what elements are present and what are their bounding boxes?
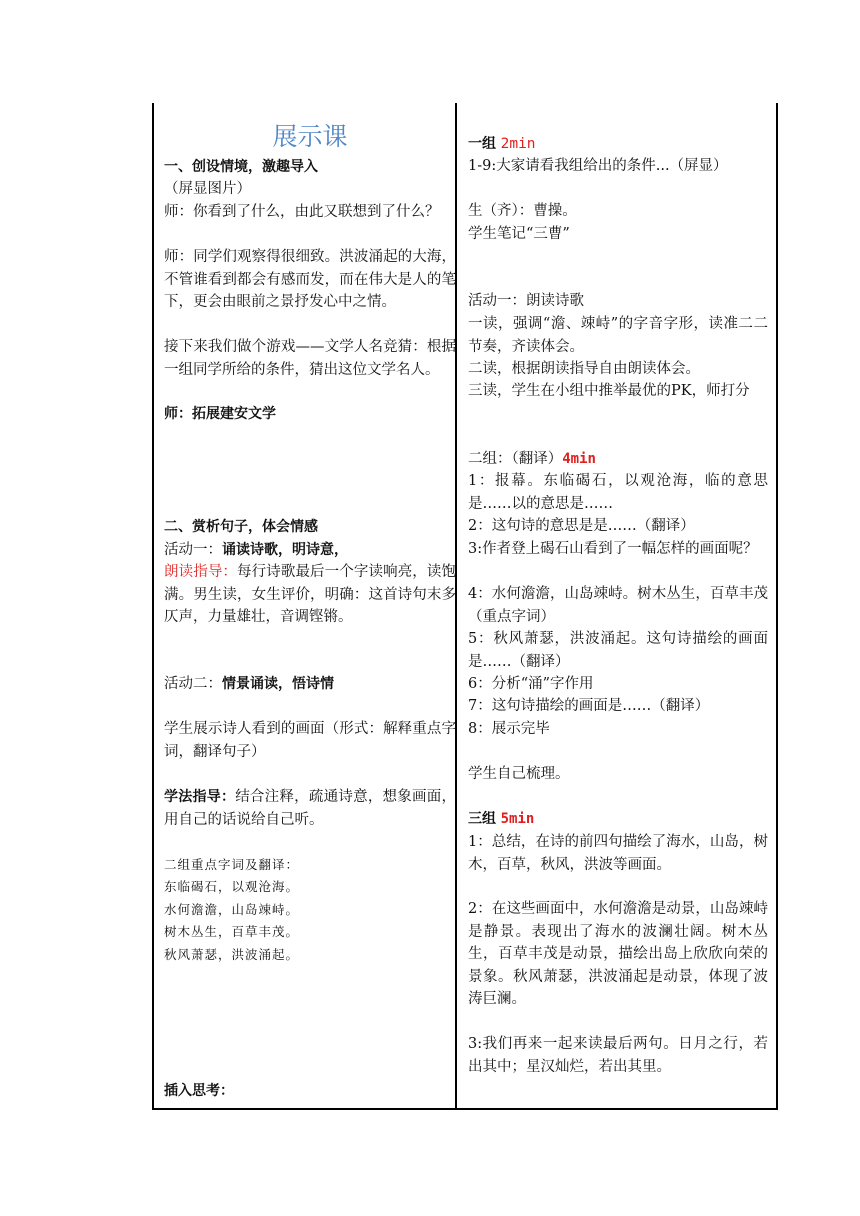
g2-item: 1：报幕。东临碣石，以观沧海，临的意思是……以的意思是…… bbox=[468, 473, 768, 512]
s1-paragraph: 师：你看到了什么，由此又联想到了什么？ bbox=[164, 204, 440, 220]
insert-thinking: 插入思考： bbox=[164, 1083, 234, 1099]
s1-extension: 师：拓展建安文学 bbox=[164, 406, 276, 422]
section2-heading: 二、赏析句子，体会情感 bbox=[164, 519, 318, 535]
g1-paragraph: 生（齐）：曹操。 bbox=[468, 203, 577, 219]
lesson-table bbox=[152, 103, 778, 1110]
read-step: 二读，根据朗读指导自由朗读体会。 bbox=[468, 361, 700, 377]
g1-paragraph: 1-9:大家请看我组给出的条件...（屏显） bbox=[468, 158, 728, 174]
group2-time: 4min bbox=[562, 451, 596, 467]
g2-item: 4：水何澹澹，山岛竦峙。树木丛生，百草丰茂（重点字词） bbox=[468, 586, 768, 625]
group1-time: 2min bbox=[500, 136, 536, 152]
group3-time: 5min bbox=[500, 811, 535, 827]
group3-heading: 三组 5min bbox=[468, 811, 535, 827]
reading-guide-label: 朗读指导： bbox=[164, 564, 238, 580]
g2-item: 7：这句诗描绘的画面是……（翻译） bbox=[468, 698, 710, 714]
g2-item: 5：秋风萧瑟，洪波涌起。这句诗描绘的画面是……（翻译） bbox=[468, 631, 768, 670]
g3-item: 2：在这些画面中，水何澹澹是动景，山岛竦峙是静景。表现出了海水的波澜壮阔。树木丛生，百草丰茂是动景，描绘出岛上欣欣向荣的景象。秋风萧瑟，洪波涌起是动景，体现了波涛巨澜。 bbox=[468, 901, 768, 1007]
activity1-title: 活动一：朗读诗歌 bbox=[468, 293, 584, 309]
g2-item: 6：分析“涌”字作用 bbox=[468, 676, 594, 692]
s1-paragraph: 接下来我们做个游戏——文学人名竞猜：根据一组同学所给的条件，猜出这位文学名人。 bbox=[164, 339, 456, 378]
g3-item: 1：总结，在诗的前四句描绘了海水，山岛，树木，百草，秋风，洪波等画面。 bbox=[468, 834, 768, 873]
activity1-line: 活动一：诵读诗歌，明诗意， bbox=[164, 542, 348, 558]
activity2-line: 活动二：情景诵读，悟诗情 bbox=[164, 676, 334, 692]
poem-line: 东临碣石，以观沧海。 bbox=[164, 879, 300, 894]
right-column bbox=[468, 103, 768, 1108]
read-step: 一读，强调“澹、竦峙”的字音字形，读准二二节奏，齐读体会。 bbox=[468, 316, 768, 355]
group2-heading: 二组：（翻译）4min bbox=[468, 451, 596, 467]
student-show: 学生展示诗人看到的画面（形式：解释重点字词，翻译句子） bbox=[164, 721, 456, 760]
group1-heading: 一组 2min bbox=[468, 136, 536, 152]
page-title: 展示课 bbox=[272, 122, 348, 151]
read-step: 三读，学生在小组中推举最优的PK，师打分 bbox=[468, 383, 750, 399]
poem-line: 水何澹澹，山岛竦峙。 bbox=[164, 902, 300, 917]
g2-item: 3:作者登上碣石山看到了一幅怎样的画面呢？ bbox=[468, 541, 758, 557]
study-method: 学法指导：结合注释，疏通诗意，想象画面，用自己的话说给自己听。 bbox=[164, 789, 456, 828]
section1-heading: 一、创设情境，激趣导入 bbox=[164, 159, 318, 175]
g2-item: 2：这句诗的意思是是……（翻译） bbox=[468, 518, 695, 534]
reading-guide: 朗读指导：每行诗歌最后一个字读响亮，读饱满。男生读，女生评价，明确：这首诗句末多仄声，力量雄壮，音调铿锵。 bbox=[164, 564, 456, 625]
s1-paragraph: 师：同学们观察得很细致。洪波涌起的大海，不管谁看到都会有感而发，而在伟大是人的笔下，更会由眼前之景抒发心中之情。 bbox=[164, 249, 456, 310]
table-left-border bbox=[152, 103, 154, 1110]
g3-item: 3:我们再来一起来读最后两句。日月之行，若出其中；星汉灿烂，若出其里。 bbox=[468, 1036, 768, 1075]
poem-line: 树木丛生，百草丰茂。 bbox=[164, 924, 300, 939]
table-right-border bbox=[776, 103, 778, 1110]
poem-line: 秋风萧瑟，洪波涌起。 bbox=[164, 947, 300, 962]
left-column bbox=[164, 103, 456, 1108]
g2-item: 8：展示完毕 bbox=[468, 721, 550, 737]
self-sort: 学生自己梳理。 bbox=[468, 766, 570, 782]
g1-paragraph: 学生笔记“三曹” bbox=[468, 226, 570, 242]
s1-paragraph: （屏显图片） bbox=[164, 181, 251, 197]
group2-heading: 二组重点字词及翻译： bbox=[164, 857, 300, 872]
